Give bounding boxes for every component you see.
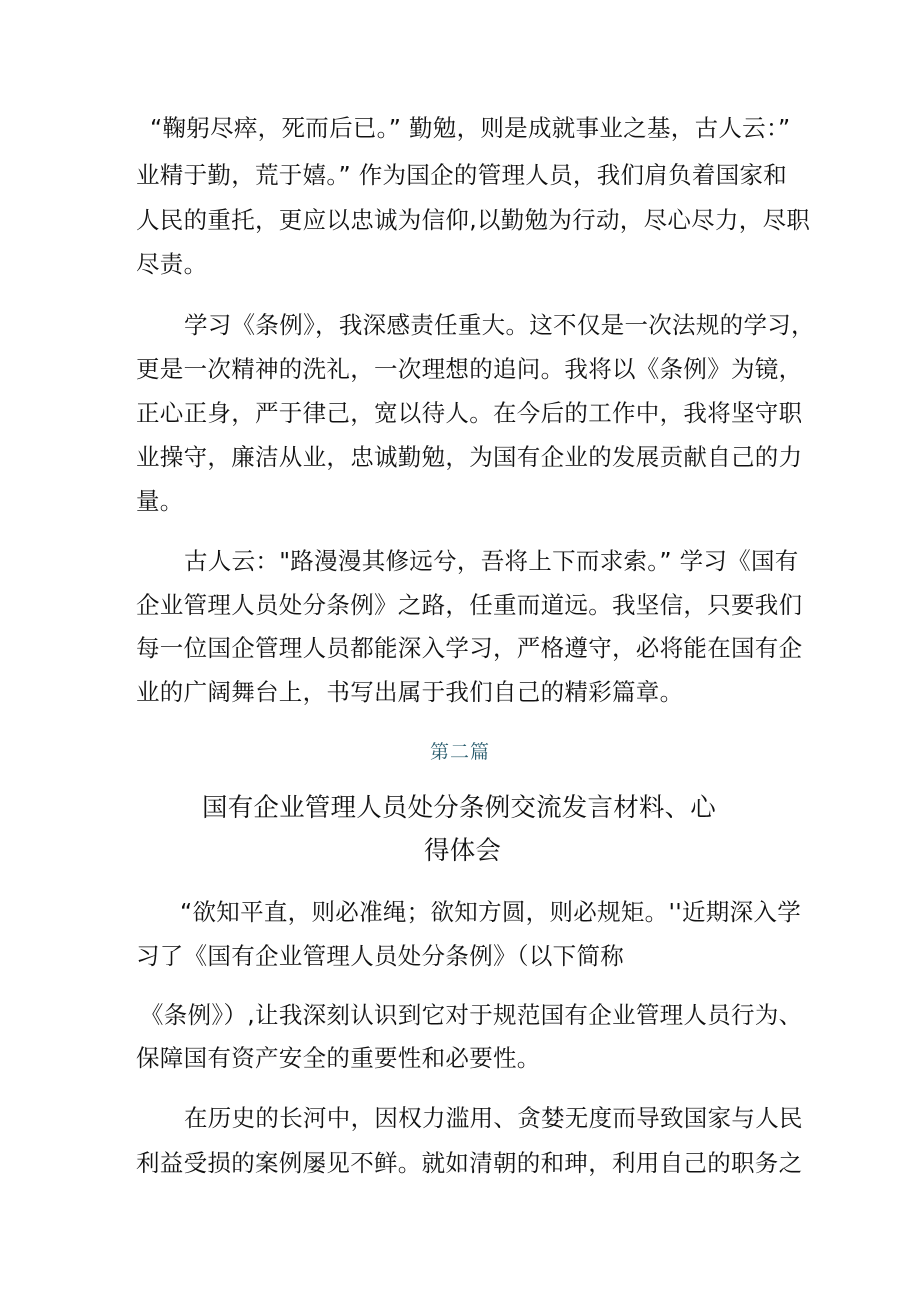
paragraph-line: 业的广阔舞台上，书写出属于我们自己的精彩篇章。 — [136, 678, 684, 706]
paragraph-line: 更是一次精神的洗礼，一次理想的追问。我将以《条例》为镜， — [136, 355, 803, 383]
document-title-line: 国有企业管理人员处分条例交流发言材料、心 — [202, 793, 717, 823]
paragraph-line: 量。 — [136, 487, 184, 515]
paragraph-line: 正心正身，严于律己，宽以待人。在今后的工作中，我将坚守职 — [136, 399, 803, 427]
paragraph-line: 保障国有资产安全的重要性和必要性。 — [136, 1044, 541, 1072]
paragraph-line: 在历史的长河中，因权力滥用、贪婪无度而导致国家与人民 — [184, 1104, 803, 1132]
paragraph-line: 《条例》）,让我深刻认识到它对于规范国有企业管理人员行为、 — [140, 1001, 803, 1029]
document-title-line: 得体会 — [424, 836, 502, 866]
paragraph-line: 人民的重托，更应以忠诚为信仰,以勤勉为行动，尽心尽力，尽职 — [136, 206, 811, 234]
paragraph-line: 每一位国企管理人员都能深入学习，严格遵守，必将能在国有企 — [136, 634, 803, 662]
paragraph-line: 企业管理人员处分条例》之路，任重而道远。我坚信，只要我们 — [136, 591, 803, 619]
paragraph-line: “欲知平直，则必准绳；欲知方圆，则必规矩。''近期深入学 — [180, 898, 801, 926]
section-label: 第二篇 — [429, 741, 490, 763]
paragraph-line: “鞠躬尽瘁，死而后已。” 勤勉，则是成就事业之基，古人云：” — [150, 114, 791, 142]
paragraph-line: 习了《国有企业管理人员处分条例》（以下简称 — [136, 942, 625, 970]
paragraph-line: 利益受损的案例屡见不鲜。就如清朝的和珅，利用自己的职务之 — [136, 1149, 803, 1177]
paragraph-line: 业精于勤，荒于嬉。” 作为国企的管理人员，我们肩负着国家和 — [136, 161, 788, 189]
paragraph-line: 学习《条例》，我深感责任重大。这不仅是一次法规的学习， — [184, 311, 815, 339]
paragraph-line: 业操守，廉洁从业，忠诚勤勉，为国有企业的发展贡献自己的力 — [136, 443, 803, 471]
paragraph-line: 古人云："路漫漫其修远兮，吾将上下而求索。” 学习《国有 — [184, 547, 799, 575]
paragraph-line: 尽责。 — [136, 250, 208, 278]
